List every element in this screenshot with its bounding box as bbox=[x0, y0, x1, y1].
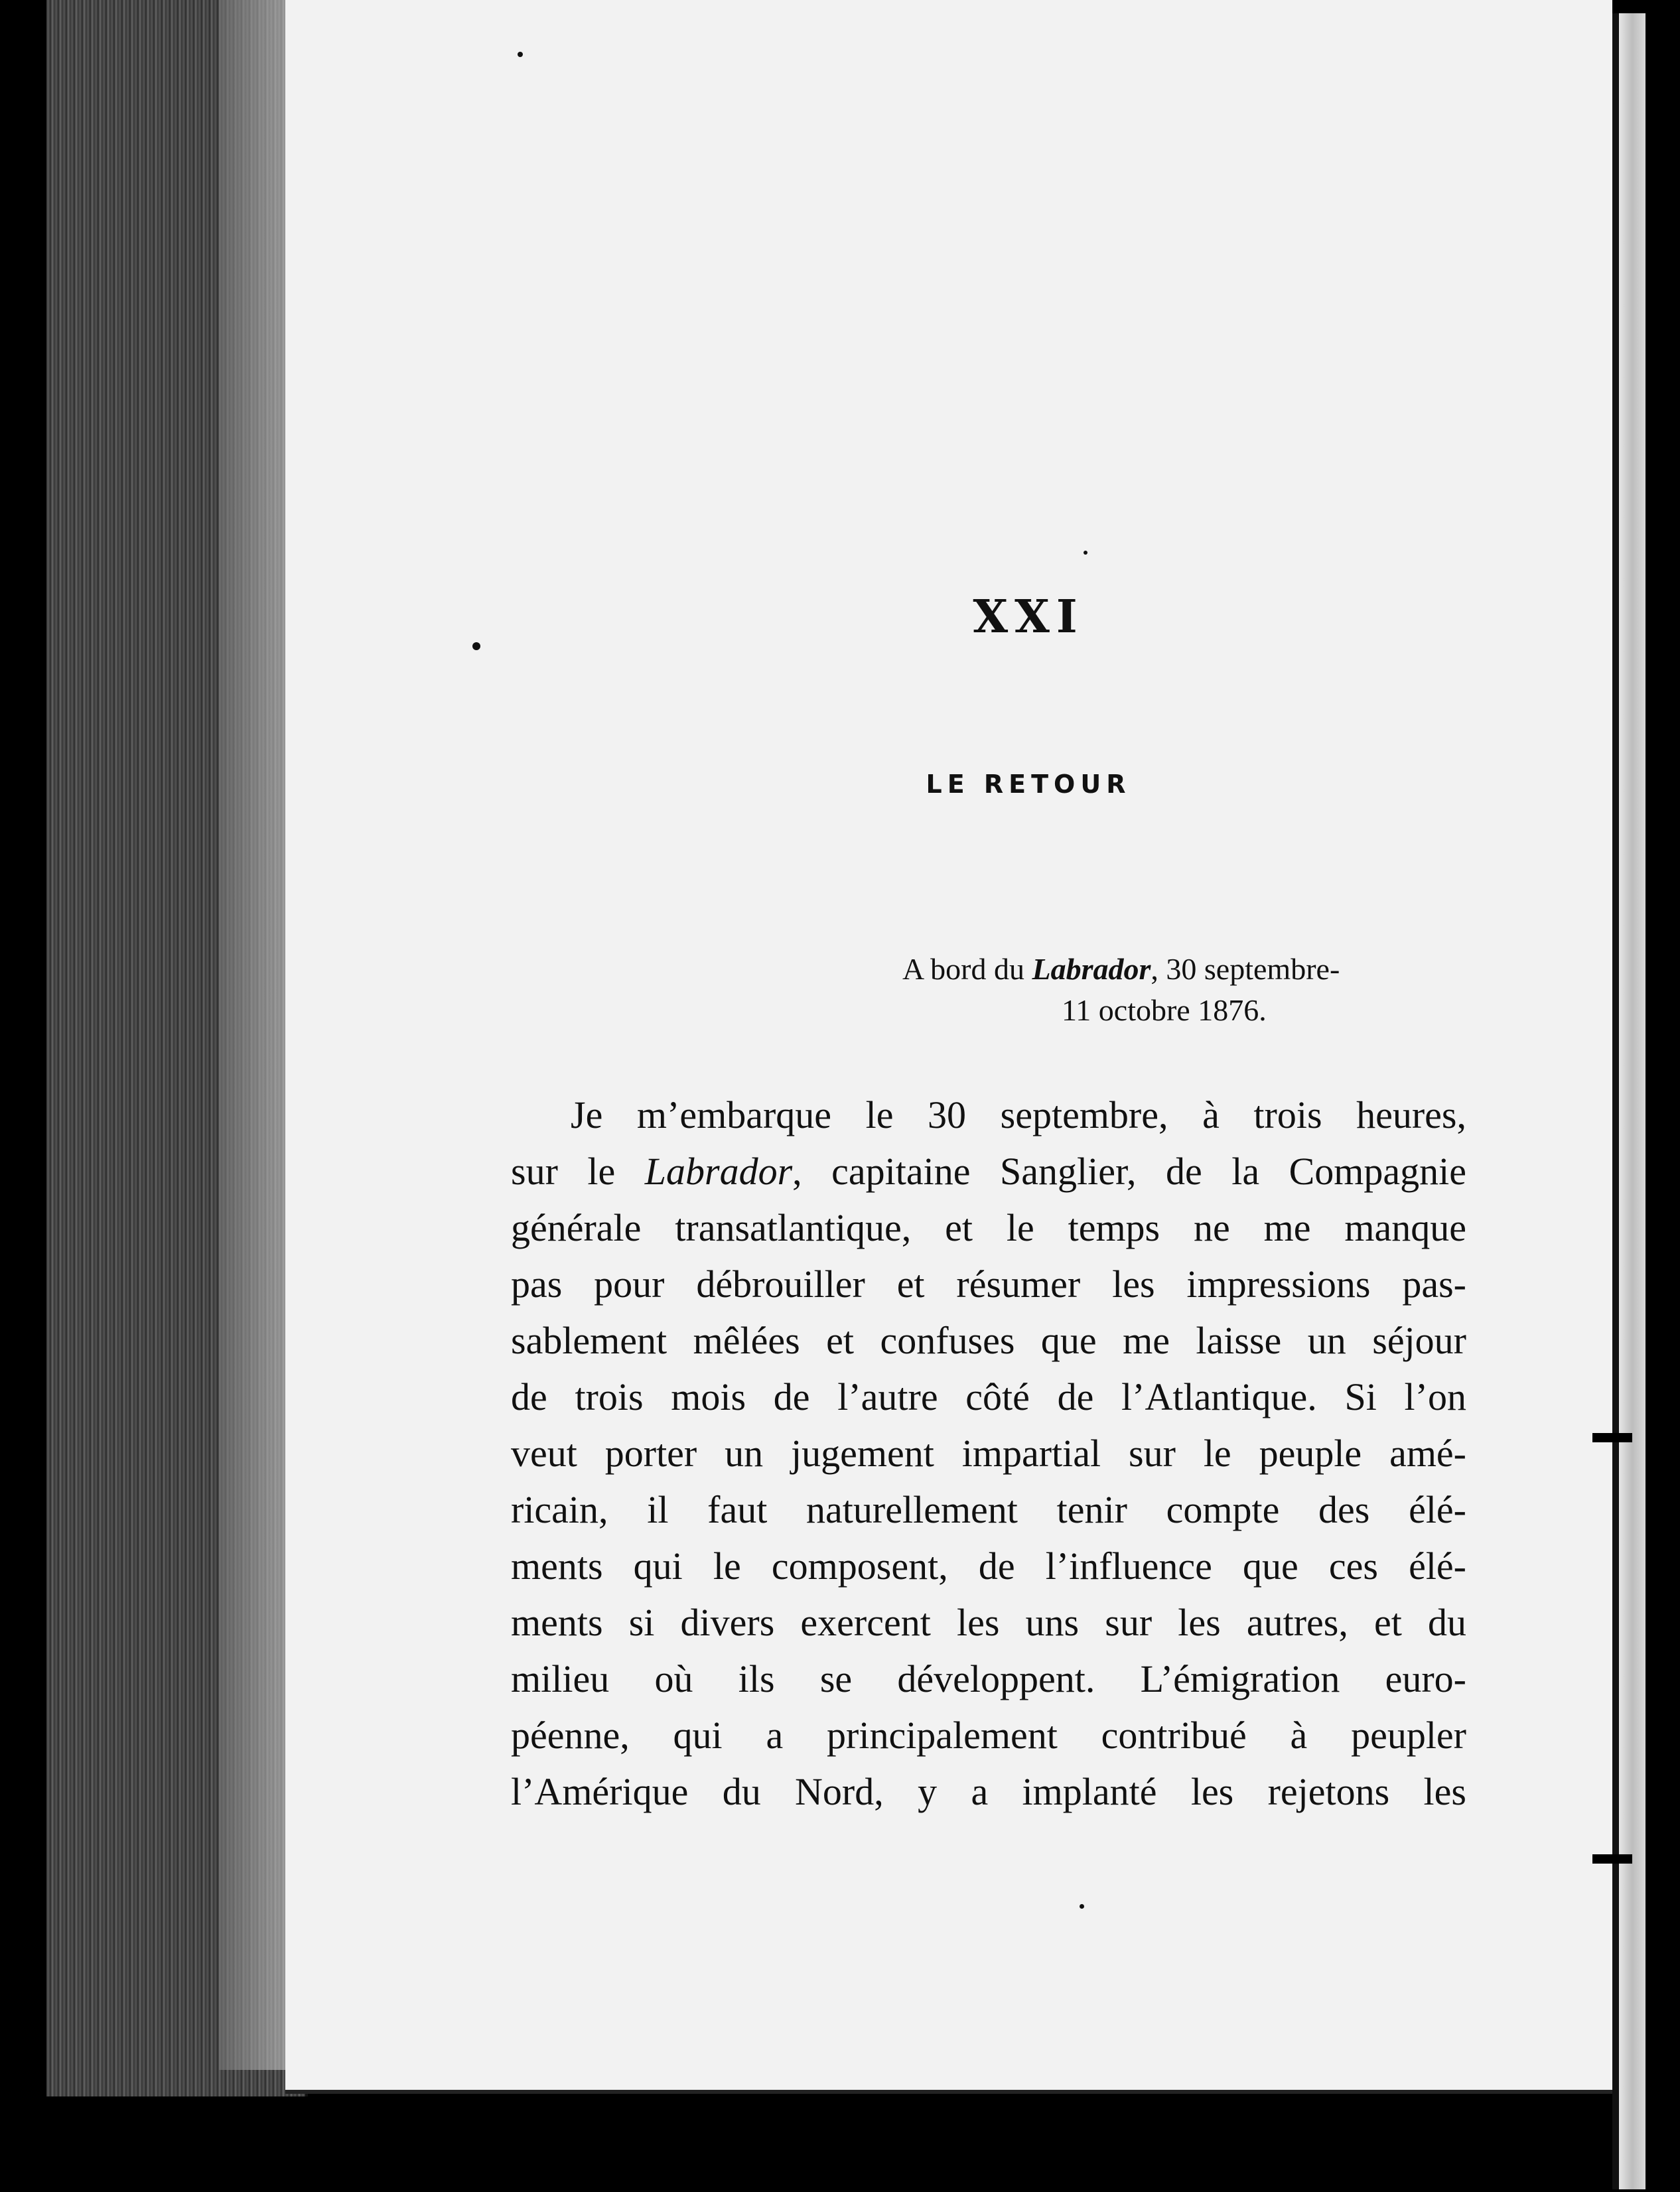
text-line: pas pour débrouiller et résumer les impressions pas- bbox=[511, 1263, 1466, 1306]
speck bbox=[1084, 551, 1087, 555]
dateline bbox=[902, 949, 1433, 1031]
speck bbox=[1080, 1904, 1084, 1909]
text-line: milieu où ils se développent. L’émigration euro- bbox=[511, 1657, 1466, 1700]
speck bbox=[472, 642, 480, 650]
chapter-number: XXI bbox=[973, 590, 1084, 644]
text-line: Je m’embarque le 30 septembre, à trois heures, bbox=[571, 1093, 1466, 1136]
dateline-line-2: 11 octobre 1876. bbox=[1062, 993, 1267, 1027]
speck bbox=[518, 52, 523, 57]
text-line: sur le Labrador, capitaine Sanglier, de la Compagnie bbox=[511, 1150, 1466, 1193]
text-line: de trois mois de l’autre côté de l’Atlantique. Si l’on bbox=[511, 1375, 1466, 1418]
page-marker bbox=[1592, 1433, 1632, 1442]
dateline-date-start: , 30 septembre- bbox=[1151, 952, 1340, 986]
text-line: ments qui le composent, de l’influence que ces élé- bbox=[511, 1544, 1466, 1588]
page-marker bbox=[1592, 1854, 1632, 1864]
text-line: ricain, il faut naturellement tenir compte des élé- bbox=[511, 1488, 1466, 1531]
text-line: péenne, qui a principalement contribué à peupler bbox=[511, 1714, 1466, 1757]
italic-text: Labrador bbox=[644, 1150, 793, 1193]
dateline-line-1 bbox=[902, 949, 1433, 990]
scan-border bbox=[1645, 0, 1680, 2192]
ship-name: Labrador bbox=[1032, 952, 1151, 986]
text-line: veut porter un jugement impartial sur le peuple amé- bbox=[511, 1432, 1466, 1475]
text-line: sablement mêlées et confuses que me laisse un séjour bbox=[511, 1319, 1466, 1362]
chapter-title: LE RETOUR bbox=[926, 770, 1131, 799]
text-line: ments si divers exercent les uns sur les autres, et du bbox=[511, 1601, 1466, 1644]
body-paragraph bbox=[511, 1087, 1466, 1820]
dateline-prefix: A bord du bbox=[902, 952, 1032, 986]
text-line: générale transatlantique, et le temps ne me manque bbox=[511, 1206, 1466, 1249]
text-line: l’Amérique du Nord, y a implanté les rejetons les bbox=[511, 1770, 1466, 1813]
